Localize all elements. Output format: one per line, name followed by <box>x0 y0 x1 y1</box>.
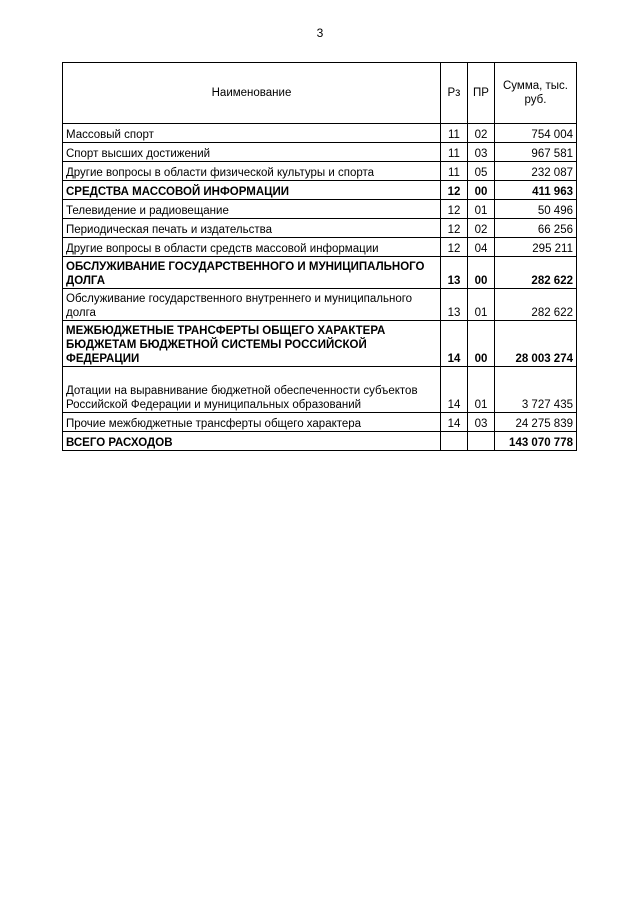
table-row <box>63 124 577 143</box>
header-pr: ПР <box>468 63 495 124</box>
row-name: Прочие межбюджетные трансферты общего характера <box>63 413 441 432</box>
row-sum: 50 496 <box>495 200 577 219</box>
row-pr: 04 <box>468 238 495 257</box>
row-rz: 12 <box>441 238 468 257</box>
row-pr: 02 <box>468 219 495 238</box>
row-name: Периодическая печать и издательства <box>63 219 441 238</box>
table-row <box>63 238 577 257</box>
table-row-section <box>63 321 577 367</box>
row-rz: 13 <box>441 257 468 289</box>
row-sum: 143 070 778 <box>495 432 577 451</box>
row-name: МЕЖБЮДЖЕТНЫЕ ТРАНСФЕРТЫ ОБЩЕГО ХАРАКТЕРА БЮДЖЕТАМ БЮДЖЕТНОЙ СИСТЕМЫ РОССИЙСКОЙ ФЕДЕРАЦИИ <box>63 321 441 367</box>
row-pr: 01 <box>468 367 495 413</box>
row-pr: 00 <box>468 257 495 289</box>
row-rz: 12 <box>441 200 468 219</box>
table-row-total <box>63 432 577 451</box>
row-pr: 05 <box>468 162 495 181</box>
row-sum: 282 622 <box>495 257 577 289</box>
table-row <box>63 367 577 413</box>
row-name: СРЕДСТВА МАССОВОЙ ИНФОРМАЦИИ <box>63 181 441 200</box>
row-name: ВСЕГО РАСХОДОВ <box>63 432 441 451</box>
row-pr: 00 <box>468 321 495 367</box>
table-row <box>63 289 577 321</box>
row-sum: 411 963 <box>495 181 577 200</box>
row-rz: 13 <box>441 289 468 321</box>
row-name: ОБСЛУЖИВАНИЕ ГОСУДАРСТВЕННОГО И МУНИЦИПАЛЬНОГО ДОЛГА <box>63 257 441 289</box>
row-rz: 11 <box>441 162 468 181</box>
row-pr: 01 <box>468 200 495 219</box>
row-pr: 01 <box>468 289 495 321</box>
row-sum: 754 004 <box>495 124 577 143</box>
row-name: Другие вопросы в области средств массовой информации <box>63 238 441 257</box>
row-sum: 967 581 <box>495 143 577 162</box>
table-row <box>63 200 577 219</box>
row-sum: 295 211 <box>495 238 577 257</box>
row-rz: 11 <box>441 124 468 143</box>
row-sum: 3 727 435 <box>495 367 577 413</box>
page-number: 3 <box>316 26 324 40</box>
row-pr: 00 <box>468 181 495 200</box>
row-pr: 03 <box>468 143 495 162</box>
table-row <box>63 162 577 181</box>
table-row <box>63 413 577 432</box>
row-sum: 282 622 <box>495 289 577 321</box>
table-row <box>63 143 577 162</box>
row-rz: 14 <box>441 321 468 367</box>
table-header-row <box>63 63 577 124</box>
row-name: Спорт высших достижений <box>63 143 441 162</box>
table-row-section <box>63 257 577 289</box>
row-pr: 03 <box>468 413 495 432</box>
row-name: Дотации на выравнивание бюджетной обеспеченности субъектов Российской Федерации и муниципальных образований <box>63 367 441 413</box>
row-rz <box>441 432 468 451</box>
row-rz: 12 <box>441 181 468 200</box>
row-rz: 12 <box>441 219 468 238</box>
row-rz: 14 <box>441 413 468 432</box>
header-rz: Рз <box>441 63 468 124</box>
row-sum: 232 087 <box>495 162 577 181</box>
row-sum: 28 003 274 <box>495 321 577 367</box>
row-sum: 66 256 <box>495 219 577 238</box>
table-row-section <box>63 181 577 200</box>
row-rz: 14 <box>441 367 468 413</box>
row-pr: 02 <box>468 124 495 143</box>
expenditure-table <box>62 62 577 451</box>
header-name: Наименование <box>63 63 441 124</box>
row-name: Обслуживание государственного внутреннего и муниципального долга <box>63 289 441 321</box>
row-name: Массовый спорт <box>63 124 441 143</box>
header-sum: Сумма, тыс. руб. <box>495 63 577 124</box>
row-pr <box>468 432 495 451</box>
table-row <box>63 219 577 238</box>
row-name: Другие вопросы в области физической культуры и спорта <box>63 162 441 181</box>
row-sum: 24 275 839 <box>495 413 577 432</box>
row-name: Телевидение и радиовещание <box>63 200 441 219</box>
row-rz: 11 <box>441 143 468 162</box>
